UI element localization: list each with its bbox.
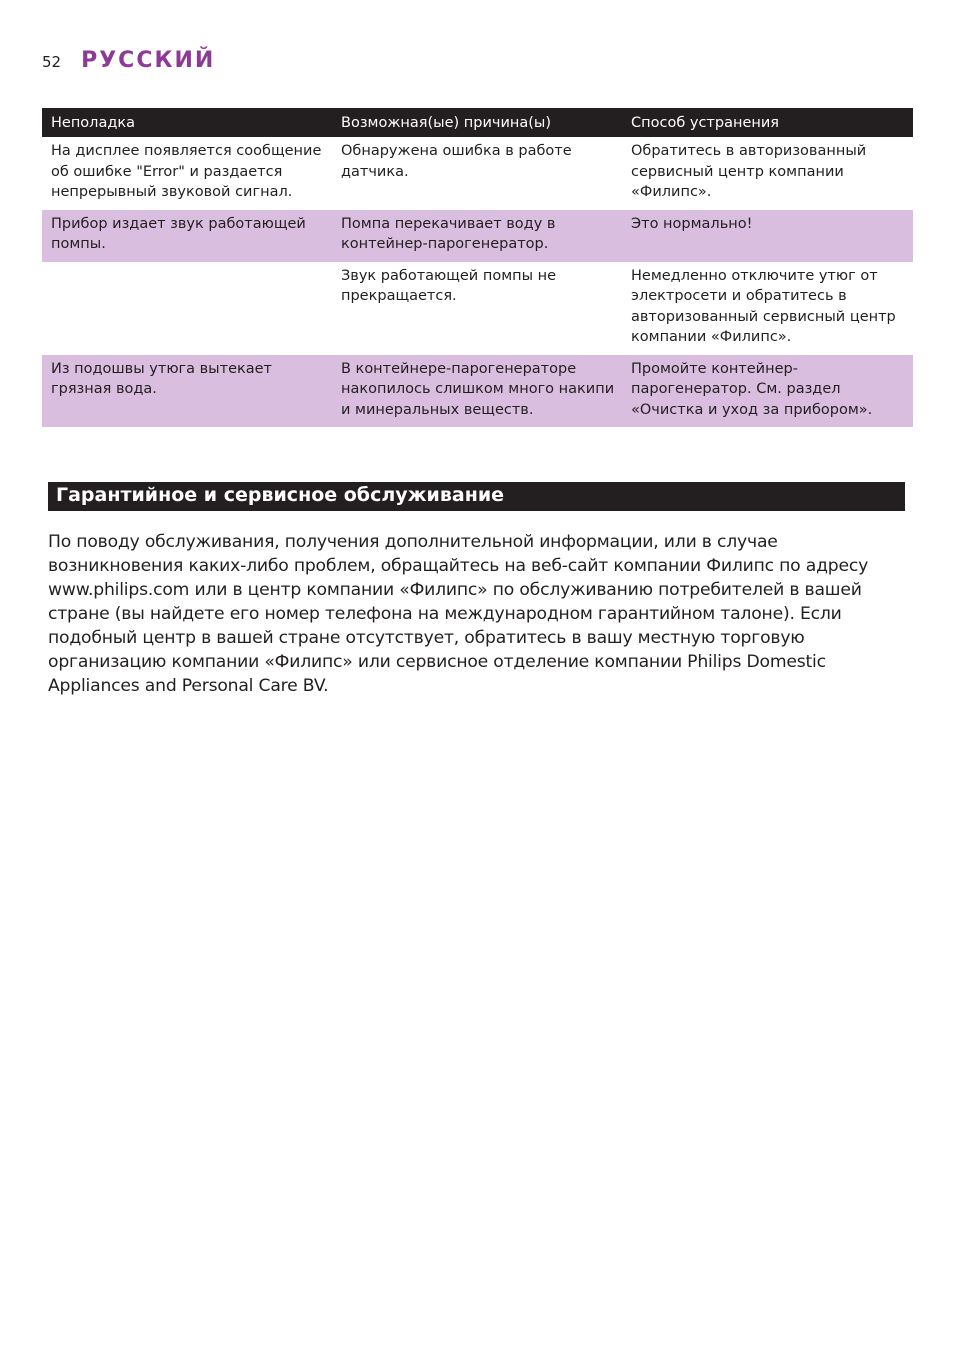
guarantee-text-after-url: или в центр компании «Филипс» по обслуживанию потребителей в вашей стране (вы найдете его номер телефона на международном гарантийном талоне). Если подобный центр в вашей стране отсутствует, обратитесь в вашу местную торговую организацию компании «Филипс» или сервисное отделение компании Philips Domestic Appliances and Personal Care BV. [48,580,862,696]
table-row [42,210,913,262]
table-row [42,355,913,428]
page-number: 52 [42,53,62,71]
cause-cell: Обнаружена ошибка в работе датчика. [341,143,572,180]
cause-cell: Звук работающей помпы не прекращается. [341,267,557,304]
solution-cell: Обратитесь в авторизованный сервисный центр компании «Филипс». [631,143,867,200]
solution-cell: Это нормально! [622,210,913,262]
page-header [42,48,215,73]
guarantee-paragraph [48,530,906,698]
table-header-row [42,108,913,137]
section-heading-guarantee: Гарантийное и сервисное обслуживание [48,482,905,511]
solution-cell: Немедленно отключите утюг от электросети и обратитесь в авторизованный сервисный центр компании «Филипс». [631,267,896,345]
cause-cell: Помпа перекачивает воду в контейнер-парогенератор. [332,210,622,262]
column-header-problem: Неполадка [42,108,332,137]
problem-cell: Прибор издает звук работающей помпы. [42,210,332,262]
problem-cell: На дисплее появляется сообщение об ошибке "Error" и раздается непрерывный звуковой сигнал. [51,143,322,200]
table-row [42,262,913,355]
problem-cell: Из подошвы утюга вытекает грязная вода. [42,355,332,428]
philips-website-link[interactable]: www.philips.com [48,580,190,600]
column-header-cause: Возможная(ые) причина(ы) [332,108,622,137]
language-title: РУССКИЙ [81,48,216,73]
troubleshooting-table [42,108,913,427]
solution-cell: Промойте контейнер-парогенератор. См. раздел «Очистка и уход за прибором». [622,355,913,428]
table-row [42,137,913,210]
column-header-solution: Способ устранения [622,108,913,137]
cause-cell: В контейнере-парогенераторе накопилось слишком много накипи и минеральных веществ. [332,355,622,428]
problem-cell [42,262,332,355]
guarantee-text-before-url: По поводу обслуживания, получения дополнительной информации, или в случае возникновения каких-либо проблем, обращайтесь на веб-сайт компании Филипс по адресу [48,532,869,576]
